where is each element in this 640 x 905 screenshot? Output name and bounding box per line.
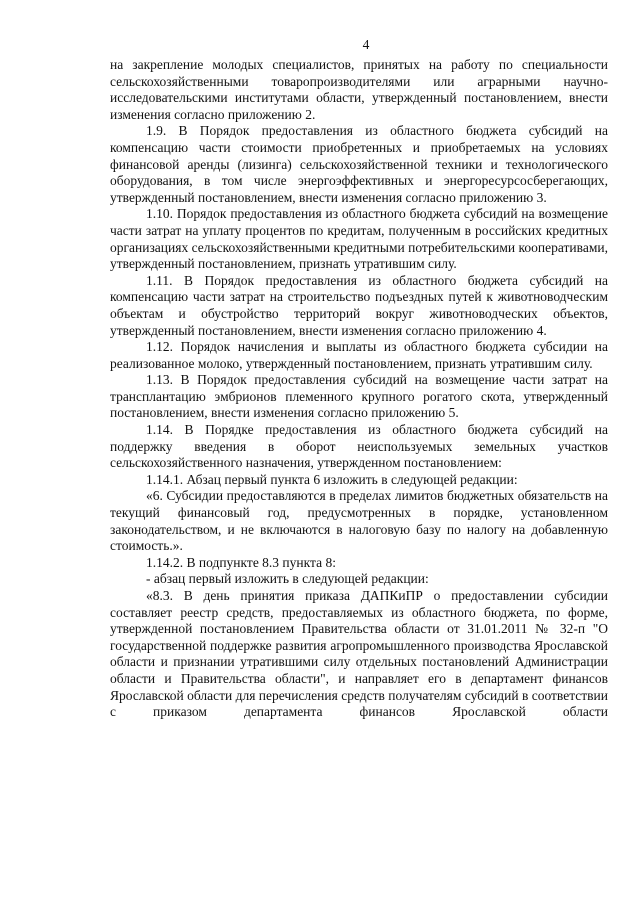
- paragraph-1-14-1: 1.14.1. Абзац первый пункта 6 изложить в следующей редакции:: [146, 471, 518, 487]
- paragraph-1-12: 1.12. Порядок начисления и выплаты из областного бюджета субсидии на реализованное молоко, утвержденный постановлением, признать утратившим силу.: [110, 339, 608, 371]
- paragraph-1-14-2: 1.14.2. В подпункте 8.3 пункта 8:: [146, 554, 336, 570]
- paragraph-1-13: 1.13. В Порядок предоставления субсидий на возмещение части затрат на трансплантацию эмбрионов племенного крупного рогатого скота, утвержденный постановлением, внести изменения согласно приложению 5.: [110, 372, 608, 421]
- page-number: 4: [362, 37, 370, 52]
- paragraph-1-11: 1.11. В Порядок предоставления из областного бюджета субсидий на компенсацию части затрат на строительство подъездных путей к животноводческим объектам и обустройство территорий вокруг животноводческих объектов, утвержденный постановлением, внести изменения согласно приложению 4.: [110, 272, 608, 338]
- paragraph-1-14-2-item: - абзац первый изложить в следующей редакции:: [146, 571, 429, 587]
- paragraph-1-9: 1.9. В Порядок предоставления из областного бюджета субсидий на компенсацию части стоимости приобретенных и приобретаемых на условиях финансовой аренды (лизинга) сельскохозяйственной техники и технологического оборудования, в том числе энергоэффективных и энергоресурсосберегающих, утвержденный постановлением, внести изменения согласно приложению 3.: [110, 123, 608, 205]
- paragraph-8-3-quote: «8.3. В день принятия приказа ДАПКиПР о предоставлении субсидии составляет реестр средств, предоставляемых из областного бюджета, по форме, утвержденной постановлением Правительства области от 31.01.2011 № 32-п "О государственной поддержке развития агропромышленного производства Ярославской области и признании утратившими силу отдельных постановлений Администрации области и Правительства области", и направляет его в департамент финансов Ярославской области для перечисления средств получателям субсидий в соответствии с приказом департамента финансов Ярославской области: [110, 588, 608, 720]
- paragraph-1-8-continuation: на закрепление молодых специалистов, принятых на работу по специальности сельскохозяйственными товаропроизводителями или аграрными научно-исследовательскими институтами области, утвержденный постановлением, внести изменения согласно приложению 2.: [110, 57, 608, 122]
- paragraph-1-14: 1.14. В Порядке предоставления из областного бюджета субсидий на поддержку введения в оборот неиспользуемых земельных участков сельскохозяйственного назначения, утвержденном постановлением:: [110, 422, 608, 471]
- document-body: [110, 57, 608, 721]
- paragraph-1-10: 1.10. Порядок предоставления из областного бюджета субсидий на возмещение части затрат на уплату процентов по кредитам, полученным в российских кредитных организациях сельскохозяйственными кредитными потребительскими кооперативами, утвержденный постановлением, признать утратившим силу.: [110, 206, 608, 272]
- paragraph-1-14-1-quote: «6. Субсидии предоставляются в пределах лимитов бюджетных обязательств на текущий финансовый год, предусмотренных в порядке, установленном законодательством, и не включаются в налоговую базу по налогу на добавленную стоимость.».: [110, 488, 608, 554]
